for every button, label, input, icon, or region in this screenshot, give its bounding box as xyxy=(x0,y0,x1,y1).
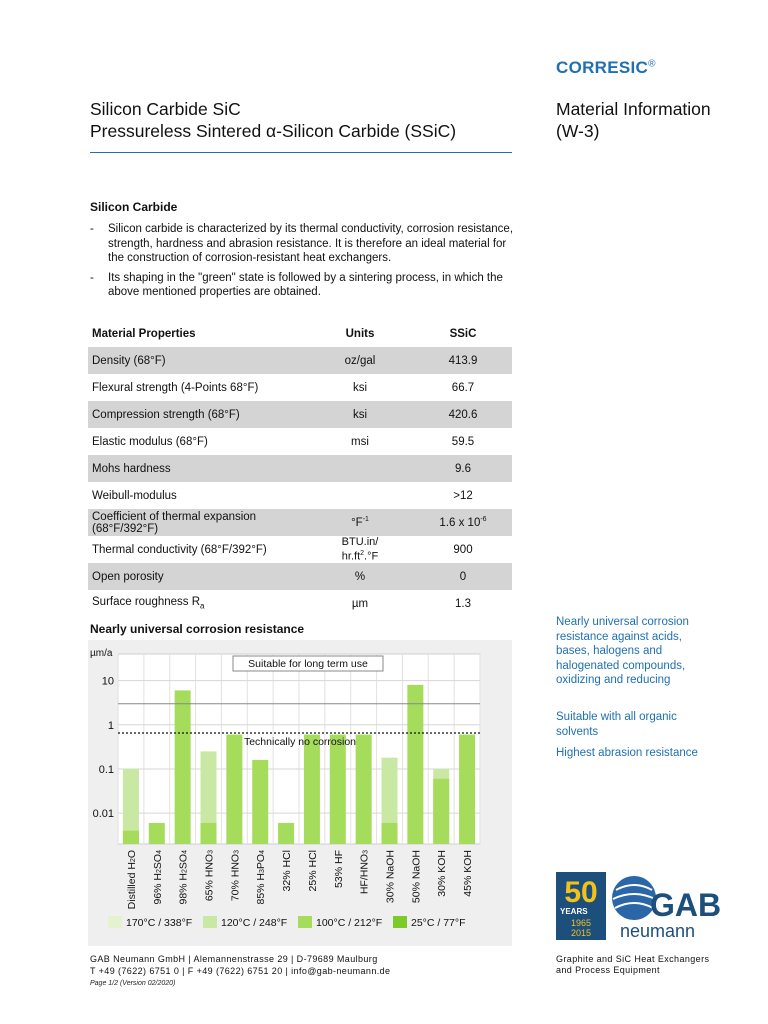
bar xyxy=(226,735,242,844)
table-header-row xyxy=(88,320,512,347)
x-tick-label: 85% H3PO4 xyxy=(255,850,268,905)
side-note: Nearly universal corrosion resistance against acids, bases, halogens and halogenated compounds, oxidizing and reducing xyxy=(556,616,689,686)
bar xyxy=(149,823,165,844)
y-tick-label: 1 xyxy=(107,719,114,732)
x-tick-label: Distilled H2O xyxy=(125,850,138,910)
y-tick-label: 0.1 xyxy=(98,763,114,776)
table-row: Thermal conductivity (68°F/392°F) BTU.in/ $hr.ft^2.^\circ F$ 900 xyxy=(92,535,473,563)
x-tick-label: 30% KOH xyxy=(436,850,449,897)
y-tick-label: 0.01 xyxy=(92,808,114,821)
header-units: Units xyxy=(345,327,375,340)
table-row: Density (68°F) oz/gal 413.9 xyxy=(88,347,512,374)
x-tick-label: 25% HCl xyxy=(306,850,319,892)
x-tick-label: 96% H2SO4 xyxy=(151,850,164,905)
doctype-line-2: (W-3) xyxy=(556,121,600,141)
x-tick-label: 70% HNO3 xyxy=(229,850,242,902)
intro-bullet: - Silicon carbide is characterized by its thermal conductivity, corrosion resistance, strength, hardness and abrasion resistance. It is therefore an ideal material for the construction of corrosion-resistant heat exchangers. xyxy=(90,223,514,264)
bar xyxy=(433,779,449,844)
bar xyxy=(356,735,372,844)
bar xyxy=(407,685,423,844)
y-tick-label: 10 xyxy=(101,675,114,688)
gab-neumann-logo xyxy=(556,872,738,940)
page-number: Page 1/2 (Version 02/2020) xyxy=(90,980,176,987)
bar xyxy=(252,760,268,844)
x-tick-label: 50% NaOH xyxy=(410,850,423,904)
bar xyxy=(330,735,346,844)
table-row: Elastic modulus (68°F) msi 59.5 xyxy=(92,435,475,448)
bar xyxy=(459,735,475,844)
x-tick-label: 65% HNO3 xyxy=(203,850,216,902)
brand-name: CORRESIC® xyxy=(556,58,656,77)
header-ssic: SSiC xyxy=(449,327,477,340)
y-axis-label: µm/a xyxy=(90,648,113,659)
side-note: Suitable with all organic solvents xyxy=(556,711,677,738)
intro-bullets xyxy=(90,222,515,305)
legend-entry: 25°C / 77°F xyxy=(411,917,466,929)
document-type xyxy=(556,98,711,142)
legend-swatch xyxy=(298,916,312,928)
table-row: Flexural strength (4-Points 68°F) ksi 66.7 xyxy=(92,381,475,394)
header-property: Material Properties xyxy=(92,327,196,340)
page-title xyxy=(90,98,456,142)
bar xyxy=(200,823,216,844)
logo-gab: GAB xyxy=(650,887,722,923)
logo-year-start: 1965 xyxy=(570,918,592,928)
table-row: Compression strength (68°F) ksi 420.6 xyxy=(88,401,512,428)
legend-entry: 120°C / 248°F xyxy=(221,917,288,929)
intro-bullet: - Its shaping in the "green" state is followed by a sintering process, in which the above mentioned properties are obtained. xyxy=(90,271,503,298)
x-tick-label: 53% HF xyxy=(332,850,345,888)
logo-years: YEARS xyxy=(560,907,588,916)
table-row: Open porosity % 0 xyxy=(88,563,512,590)
logo-year-end: 2015 xyxy=(570,928,592,938)
title-line-1: Silicon Carbide SiC xyxy=(90,99,241,119)
bar xyxy=(175,690,191,844)
threshold-label: Suitable for long term use xyxy=(248,658,368,670)
chart-heading: Nearly universal corrosion resistance xyxy=(90,622,305,636)
x-tick-label: 45% KOH xyxy=(462,850,475,897)
x-tick-label: 30% NaOH xyxy=(384,850,397,904)
table-row: Weibull-modulus >12 xyxy=(92,489,473,502)
title-divider xyxy=(90,152,512,153)
title-line-2: Pressureless Sintered α-Silicon Carbide (SSiC) xyxy=(90,121,457,141)
legend-entry: 170°C / 338°F xyxy=(126,917,193,929)
legend-swatch xyxy=(393,916,407,928)
bar xyxy=(304,735,320,844)
legend-swatch xyxy=(203,916,217,928)
threshold-label: Technically no corrosion xyxy=(243,736,357,749)
legend-entry: 100°C / 212°F xyxy=(316,917,383,929)
doctype-line-1: Material Information xyxy=(556,99,711,119)
side-note: Highest abrasion resistance xyxy=(556,747,698,759)
legend-swatch xyxy=(108,916,122,928)
intro-heading: Silicon Carbide xyxy=(90,200,178,214)
table-row: Mohs hardness 9.6 xyxy=(88,455,512,482)
x-tick-label: 98% H2SO4 xyxy=(177,850,190,905)
logo-50: 50 xyxy=(564,876,598,909)
x-tick-label: HF/HNO3 xyxy=(358,850,371,895)
table-row: Surface roughness $R_a$ µm 1.3 xyxy=(92,596,471,611)
x-tick-label: 32% HCl xyxy=(281,850,294,892)
logo-neumann: neumann xyxy=(620,921,696,940)
corrosion-chart xyxy=(88,640,512,946)
bar xyxy=(278,823,294,844)
footer-tagline: Graphite and SiC Heat Exchangers and Process Equipment xyxy=(556,954,710,975)
bar xyxy=(381,823,397,844)
table-row: Coefficient of thermal expansion (68°F/392°F) $^\circ F^{-1}$ 1.6 x $10^{-6}$ xyxy=(88,509,512,536)
footer-address: GAB Neumann GmbH | Alemannenstrasse 29 | D-79689 Maulburg T +49 (7622) 6751 0 | F +49 (7622) 6751 20 | info@gab-neumann.de xyxy=(90,954,391,976)
bar xyxy=(123,831,139,844)
material-properties-table xyxy=(88,320,512,617)
